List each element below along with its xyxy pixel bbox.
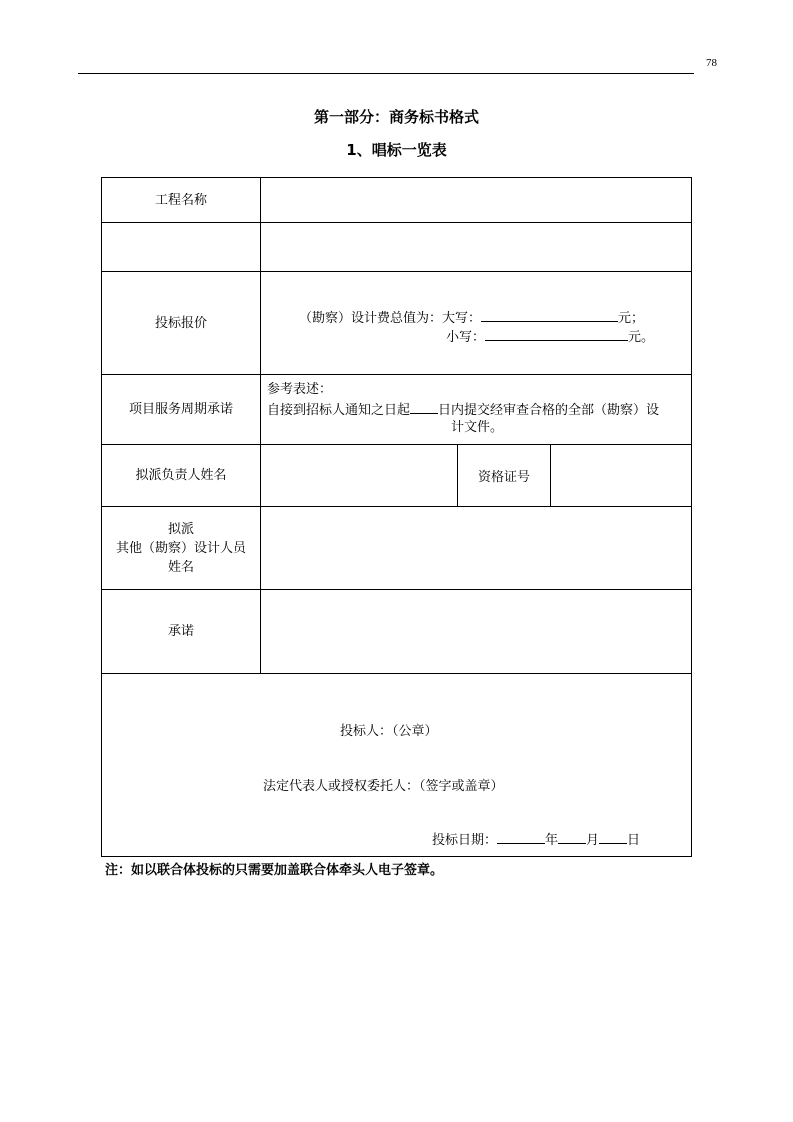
price-uppercase-prefix: （勘察）设计费总值为：大写： xyxy=(299,311,482,326)
price-uppercase-blank[interactable] xyxy=(481,307,618,322)
service-days-blank[interactable] xyxy=(410,399,438,414)
table-title: 1、唱标一览表 xyxy=(346,141,447,159)
service-period-ref: 参考表述： xyxy=(267,382,333,397)
bid-price-field[interactable] xyxy=(261,272,691,374)
currency-unit-1: 元； xyxy=(618,311,645,326)
qualification-label: 资格证号 xyxy=(457,445,551,506)
service-period-text-b: 日内提交经审查合格的全部（勘察）设 xyxy=(438,403,660,418)
page-number: 78 xyxy=(706,57,717,69)
leader-name-label: 拟派负责人姓名 xyxy=(102,445,261,506)
bid-price-label: 投标报价 xyxy=(102,272,261,374)
table-row-project-name xyxy=(102,178,691,223)
other-staff-label xyxy=(102,507,261,589)
service-period-line1 xyxy=(267,399,659,420)
table-row-service-period xyxy=(102,375,691,445)
service-period-field[interactable] xyxy=(261,375,691,444)
service-period-line2: 计文件。 xyxy=(451,420,504,435)
table-row-leader xyxy=(102,445,691,507)
month-blank[interactable] xyxy=(558,829,586,844)
legal-rep-line: 法定代表人或授权委托人：（签字或盖章） xyxy=(263,779,504,794)
day-label: 日 xyxy=(627,833,641,848)
signature-block xyxy=(102,674,691,856)
price-lowercase-line xyxy=(446,326,654,345)
bid-date-label: 投标日期： xyxy=(432,833,498,848)
table-row-blank xyxy=(102,223,691,272)
year-blank[interactable] xyxy=(497,829,545,844)
service-period-label: 项目服务周期承诺 xyxy=(102,375,261,444)
project-name-field[interactable] xyxy=(261,178,691,222)
bid-summary-table xyxy=(101,177,692,857)
service-period-text-a: 自接到招标人通知之日起 xyxy=(267,403,411,418)
bidder-seal-line: 投标人：（公章） xyxy=(340,724,438,739)
other-staff-field[interactable] xyxy=(261,507,691,589)
price-lowercase-prefix: 小写： xyxy=(446,330,486,345)
table-row-other-staff xyxy=(102,507,691,590)
commitment-field[interactable] xyxy=(261,590,691,673)
header-rule xyxy=(78,73,694,74)
blank-label-cell xyxy=(102,223,261,271)
bid-date-line xyxy=(432,829,640,848)
day-blank[interactable] xyxy=(599,829,627,844)
footnote: 注：如以联合体投标的只需要加盖联合体牵头人电子签章。 xyxy=(105,863,444,878)
blank-value-cell[interactable] xyxy=(261,223,691,271)
year-label: 年 xyxy=(545,833,559,848)
other-staff-label-line1: 拟派 xyxy=(167,521,194,537)
section-title: 第一部分：商务标书格式 xyxy=(313,108,479,126)
other-staff-label-line3: 姓名 xyxy=(167,559,194,575)
commitment-label: 承诺 xyxy=(102,590,261,673)
project-name-label: 工程名称 xyxy=(102,178,261,222)
qualification-field[interactable] xyxy=(551,445,691,506)
leader-name-field[interactable] xyxy=(261,445,457,506)
price-lowercase-blank[interactable] xyxy=(485,326,628,341)
table-row-bid-price xyxy=(102,272,691,375)
currency-unit-2: 元。 xyxy=(628,330,655,345)
month-label: 月 xyxy=(586,833,600,848)
price-uppercase-line xyxy=(299,307,644,326)
table-row-commitment xyxy=(102,590,691,674)
other-staff-label-line2: 其他（勘察）设计人员 xyxy=(115,540,246,556)
